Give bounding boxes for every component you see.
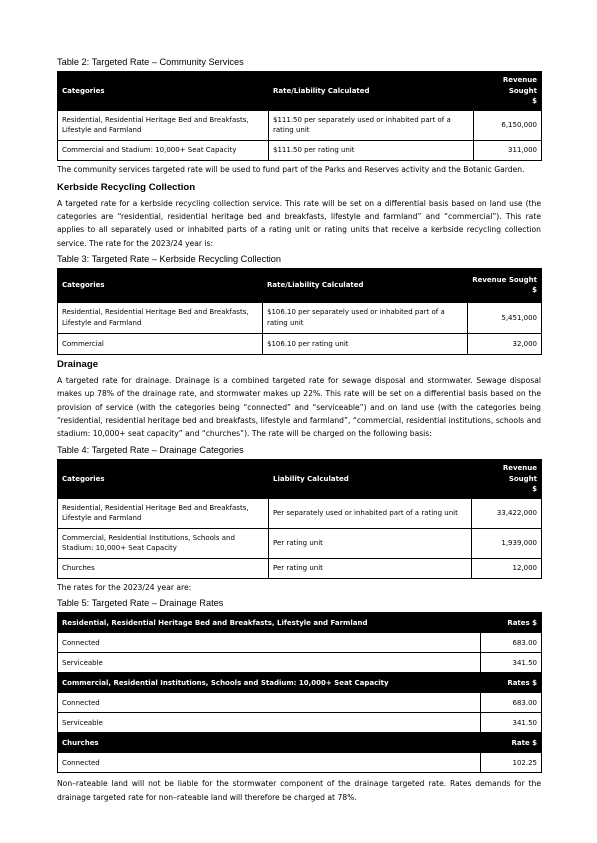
- table4-header-row: [58, 460, 542, 499]
- document-page: [57, 56, 541, 804]
- table5: [57, 612, 542, 773]
- table-cell: Residential, Residential Heritage Bed and Breakfasts, Lifestyle and Farmland: [58, 498, 269, 528]
- table-cell: 32,000: [468, 333, 542, 354]
- table5-rate-label: Rate $: [481, 733, 542, 753]
- table2-note: The community services targeted rate will be used to fund part of the Parks and Reserves activity and the Botanic Garden.: [57, 164, 525, 174]
- table-cell: 341.50: [481, 713, 542, 733]
- table2-caption: Table 2: Targeted Rate – Community Services: [57, 57, 244, 67]
- table3-caption: Table 3: Targeted Rate – Kerbside Recycling Collection: [57, 253, 282, 264]
- table-cell: 341.50: [481, 653, 542, 673]
- table5-group-title: Commercial, Residential Institutions, Schools and Stadium: 10,000+ Seat Capacity: [58, 673, 481, 693]
- table-cell: Residential, Residential Heritage Bed and Breakfasts, Lifestyle and Farmland: [58, 110, 269, 140]
- table4-header-liability: Liability Calculated: [269, 460, 472, 499]
- table-row: [58, 713, 542, 733]
- drainage-heading: Drainage: [57, 358, 99, 370]
- table5-group-title: Churches: [58, 733, 481, 753]
- table-cell: Connected: [58, 693, 481, 713]
- table2: [57, 71, 542, 161]
- table-cell: 6,150,000: [474, 110, 542, 140]
- table-cell: Serviceable: [58, 713, 481, 733]
- table-cell: 33,422,000: [472, 498, 542, 528]
- table-cell: Commercial: [58, 333, 263, 354]
- table-cell: 311,000: [474, 140, 542, 160]
- table-cell: Connected: [58, 753, 481, 773]
- table-row: [58, 653, 542, 673]
- table-row: [58, 110, 542, 140]
- table-cell: 1,939,000: [472, 528, 542, 558]
- table3-header-row: [58, 268, 542, 302]
- kerbside-text: A targeted rate for a kerbside recycling collection service. This rate will be set on a differential basis based on land use (the categories are “residential, residential heritage bed and breakfasts, lifestyle and farmland” and “commercial”). This rate applies to all separately used or inhabited parts of a rating unit or rating units that receive a kerbside recycling collection service. The rate for the 2023/24 year is:: [57, 198, 541, 248]
- table-cell: Per rating unit: [269, 528, 472, 558]
- table-cell: 683.00: [481, 693, 542, 713]
- table2-header-rate: Rate/Liability Calculated: [269, 72, 474, 111]
- table2-header-revenue: Revenue Sought $: [474, 72, 542, 111]
- table3-header-categories: Categories: [58, 268, 263, 302]
- table-cell: Commercial, Residential Institutions, Schools and Stadium: 10,000+ Seat Capacity: [58, 528, 269, 558]
- table4-note: The rates for the 2023/24 year are:: [57, 582, 192, 592]
- table5-group-header: [58, 673, 542, 693]
- table-cell: Commercial and Stadium: 10,000+ Seat Capacity: [58, 140, 269, 160]
- table-row: [58, 633, 542, 653]
- table4-header-categories: Categories: [58, 460, 269, 499]
- table-row: [58, 753, 542, 773]
- table3-header-revenue: Revenue Sought $: [468, 268, 542, 302]
- table4-header-revenue: Revenue Sought $: [472, 460, 542, 499]
- table-cell: Connected: [58, 633, 481, 653]
- drainage-text: A targeted rate for drainage. Drainage is a combined targeted rate for sewage disposal and stormwater. Sewage disposal makes up 78% of the drainage rate, and stormwater makes up 22%. This rate will be set on a differential basis based on the provision of service (with the categories being “connected” and “serviceable”) and on land use (with the categories being “residential, residential heritage bed and breakfasts, lifestyle and farmland”, “commercial, residential institutions, schools and stadium: 10,000+ seat capacity” and “churches”). The rate will be charged on the following basis:: [57, 375, 541, 439]
- table-row: [58, 302, 542, 333]
- table-cell: Per rating unit: [269, 558, 472, 578]
- table2-header-categories: Categories: [58, 72, 269, 111]
- table3-header-rate: Rate/Liability Calculated: [263, 268, 468, 302]
- table-row: [58, 693, 542, 713]
- table5-group-title: Residential, Residential Heritage Bed and Breakfasts, Lifestyle and Farmland: [58, 613, 481, 633]
- table-cell: 12,000: [472, 558, 542, 578]
- table3: [57, 268, 542, 355]
- table-cell: $106.10 per separately used or inhabited part of a rating unit: [263, 302, 468, 333]
- table4: [57, 459, 542, 579]
- table-cell: $106.10 per rating unit: [263, 333, 468, 354]
- table-row: [58, 528, 542, 558]
- table-cell: 683.00: [481, 633, 542, 653]
- table5-rate-label: Rates $: [481, 673, 542, 693]
- footer-note: Non–rateable land will not be liable for the stormwater component of the drainage targeted rate. Rates demands for the drainage targeted rate for non–rateable land will therefore be charged at 78%.: [57, 779, 541, 802]
- table-row: [58, 333, 542, 354]
- table4-caption: Table 4: Targeted Rate – Drainage Categories: [57, 445, 244, 456]
- table-row: [58, 498, 542, 528]
- table-cell: $111.50 per rating unit: [269, 140, 474, 160]
- table-cell: Residential, Residential Heritage Bed and Breakfasts, Lifestyle and Farmland: [58, 302, 263, 333]
- table-cell: 102.25: [481, 753, 542, 773]
- kerbside-heading: Kerbside Recycling Collection: [57, 181, 196, 193]
- table5-group-header: [58, 613, 542, 633]
- table-cell: Churches: [58, 558, 269, 578]
- table-cell: Per separately used or inhabited part of a rating unit: [269, 498, 472, 528]
- table5-group-header: [58, 733, 542, 753]
- table5-caption: Table 5: Targeted Rate – Drainage Rates: [57, 598, 224, 609]
- table-cell: 5,451,000: [468, 302, 542, 333]
- table-row: [58, 140, 542, 160]
- table-cell: Serviceable: [58, 653, 481, 673]
- table-row: [58, 558, 542, 578]
- table-cell: $111.50 per separately used or inhabited part of a rating unit: [269, 110, 474, 140]
- table5-rate-label: Rates $: [481, 613, 542, 633]
- table2-header-row: [58, 72, 542, 111]
